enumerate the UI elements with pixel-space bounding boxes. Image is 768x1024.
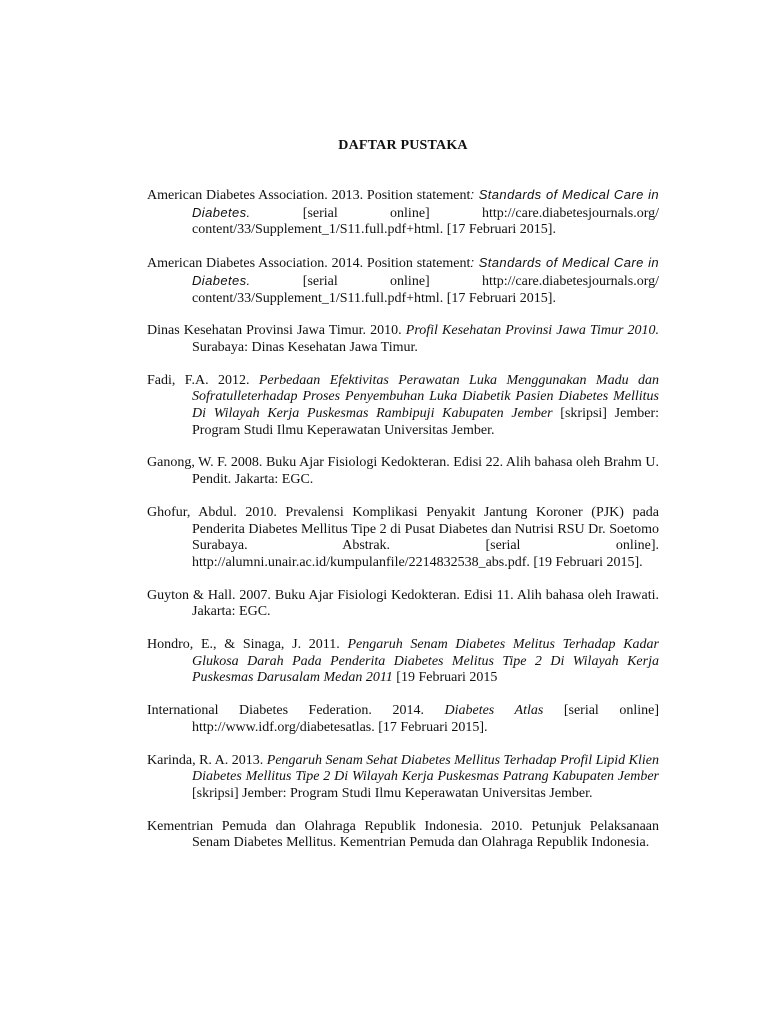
reference-text: Guyton & Hall. 2007. Buku Ajar Fisiologi Kedokteran. Edisi 11. Alih bahasa oleh Irawati. Jakarta: EGC. <box>147 587 659 620</box>
reference-entry <box>147 588 659 621</box>
reference-source: [skripsi] Jember: Program Studi Ilmu Keperawatan Universitas Jember. <box>192 785 593 801</box>
reference-entry <box>147 187 659 239</box>
reference-text: Ganong, W. F. 2008. Buku Ajar Fisiologi Kedokteran. Edisi 22. Alih bahasa oleh Brahm U. Pendit. Jakarta: EGC. <box>147 455 659 488</box>
reference-source: [serial online] http://care.diabetesjournals.org/ content/33/Supplement_1/S11.full.pdf+html. [17 Februari 2015]. <box>192 205 659 238</box>
reference-entry <box>147 505 659 572</box>
reference-entry <box>147 819 659 852</box>
reference-source: [serial online] http://www.idf.org/diabetesatlas. [17 Februari 2015]. <box>192 703 660 735</box>
page-title: DAFTAR PUSTAKA <box>338 138 468 153</box>
reference-entry <box>147 255 659 307</box>
reference-title: Pengaruh Senam Sehat Diabetes Mellitus Terhadap Profil Lipid Klien Diabetes Mellitus Tipe 2 Di Wilayah Kerja Puskesmas Patrang Kabupaten Jember <box>192 752 660 785</box>
reference-entry <box>147 637 659 687</box>
reference-text: American Diabetes Association. 2014. Position statement <box>147 256 471 272</box>
reference-title: Pengaruh Senam Diabetes Melitus Terhadap Kadar Glukosa Darah Pada Penderita Diabetes Melitus Tipe 2 Di Wilayah Kerja Puskesmas Darusalam Medan 2011 <box>192 637 660 686</box>
reference-entry <box>147 703 659 736</box>
reference-title: : Standards of Medical Care in Diabetes. <box>192 187 659 220</box>
reference-source: Surabaya: Dinas Kesehatan Jawa Timur. <box>192 339 418 355</box>
reference-text: International Diabetes Federation. 2014. <box>147 703 445 719</box>
reference-source: [skripsi] Jember: Program Studi Ilmu Keperawatan Universitas Jember. <box>192 406 659 438</box>
reference-list <box>147 187 659 868</box>
reference-entry <box>147 455 659 488</box>
reference-text: Hondro, E., & Sinaga, J. 2011. <box>147 637 348 653</box>
reference-title: Perbedaan Efektivitas Perawatan Luka Menggunakan Madu dan Sofratulleterhadap Proses Penyembuhan Luka Diabetik Pasien Diabetes Mellitus Di Wilayah Kerja Puskesmas Rambipuji Kabupaten Jember <box>192 372 659 422</box>
reference-text: Fadi, F.A. 2012. <box>147 372 259 388</box>
reference-text: Ghofur, Abdul. 2010. Prevalensi Komplikasi Penyakit Jantung Koroner (PJK) pada Penderita Diabetes Mellitus Tipe 2 di Pusat Diabetes dan Nutrisi RSU Dr. Soetomo Surabaya. Abstrak. [serial online]. http://alumni.unair.ac.id/kumpulanfile/2214832538_abs.pdf. [19 Februari 2015]. <box>147 504 659 570</box>
reference-text: Kementrian Pemuda dan Olahraga Republik Indonesia. 2010. Petunjuk Pelaksanaan Senam Diabetes Mellitus. Kementrian Pemuda dan Olahraga Republik Indonesia. <box>147 818 659 851</box>
reference-entry <box>147 323 659 356</box>
reference-entry <box>147 373 659 440</box>
reference-text: Dinas Kesehatan Provinsi Jawa Timur. 2010. <box>147 323 406 339</box>
reference-source: [19 Februari 2015 <box>392 670 498 686</box>
reference-entry <box>147 753 659 803</box>
reference-text: American Diabetes Association. 2013. Position statement <box>147 188 471 203</box>
reference-text: Karinda, R. A. 2013. <box>147 752 267 768</box>
reference-source: [serial online] http://care.diabetesjournals.org/ content/33/Supplement_1/S11.full.pdf+html. [17 Februari 2015]. <box>192 273 659 306</box>
reference-title: Diabetes Atlas <box>444 703 544 719</box>
reference-title: : Standards of Medical Care in Diabetes. <box>192 255 659 288</box>
reference-title: Profil Kesehatan Provinsi Jawa Timur 2010. <box>405 323 659 339</box>
